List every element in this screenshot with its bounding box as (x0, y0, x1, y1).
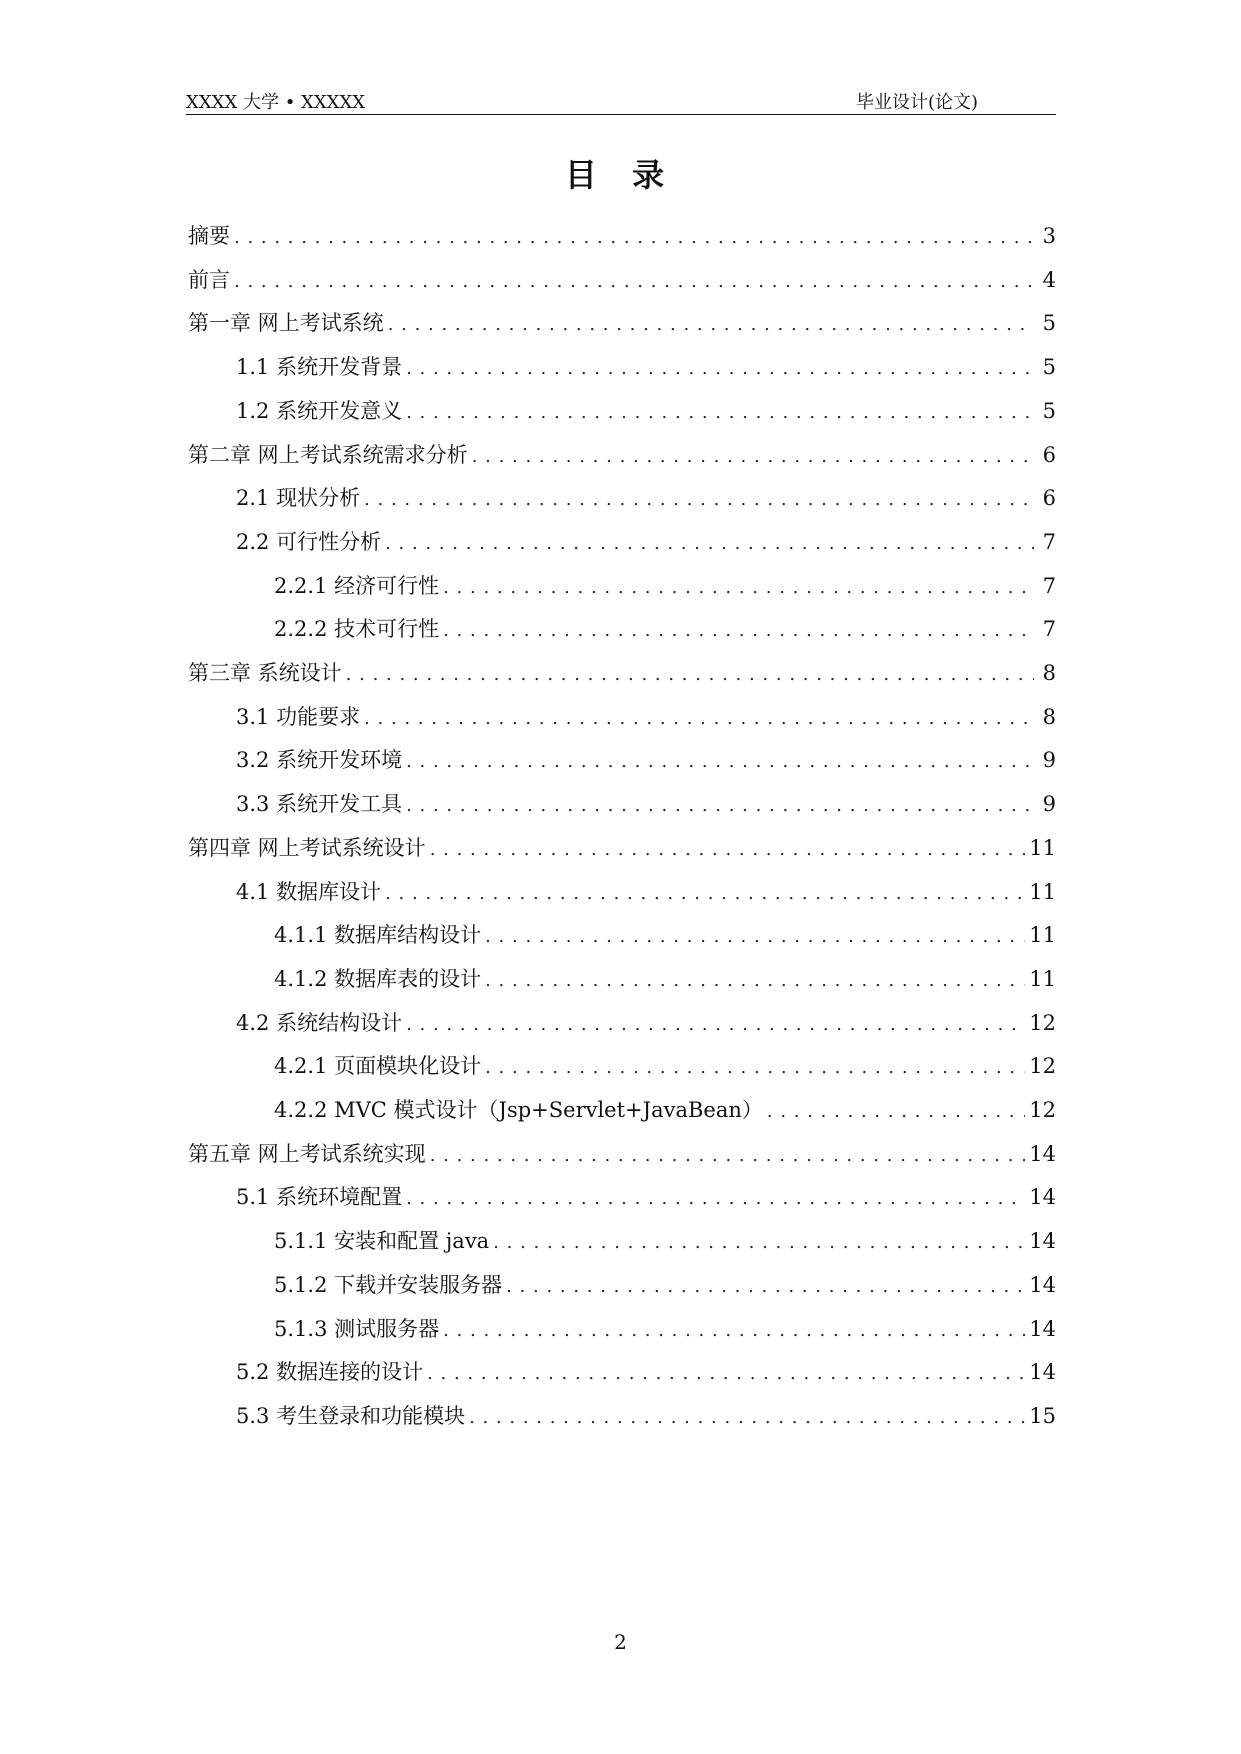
toc-entry-page: 12 (1029, 1098, 1056, 1122)
toc-entry-page: 5 (1042, 398, 1056, 423)
toc-entry[interactable] (236, 1356, 1056, 1386)
toc-dot-leader (406, 1188, 1025, 1209)
toc-entry-page: 14 (1029, 1316, 1056, 1341)
toc-entry-page: 12 (1029, 1054, 1056, 1079)
toc-entry-page: 14 (1029, 1360, 1056, 1385)
toc-dot-leader (406, 795, 1034, 816)
toc-entry-page: 11 (1029, 835, 1056, 860)
toc-entry[interactable] (274, 613, 1056, 643)
toc-entry[interactable] (274, 1050, 1056, 1080)
toc-entry-page: 14 (1029, 1272, 1056, 1297)
toc-entry-page: 6 (1042, 486, 1056, 511)
toc-entry-label: 5.2 数据连接的设计 (236, 1360, 424, 1385)
toc-entry-label: 5.1.3 测试服务器 (274, 1316, 440, 1341)
toc-entry-page: 4 (1042, 267, 1056, 292)
toc-dot-leader (443, 577, 1034, 598)
toc-entry-label: 3.1 功能要求 (236, 704, 361, 729)
toc-dot-leader (234, 227, 1034, 248)
toc-dot-leader (485, 970, 1025, 991)
toc-dot-leader (485, 1057, 1025, 1078)
toc-dot-leader (406, 402, 1034, 423)
toc-entry[interactable] (188, 220, 1056, 250)
toc-dot-leader (388, 314, 1034, 335)
toc-entry[interactable] (274, 1225, 1056, 1255)
toc-entry[interactable] (236, 1400, 1056, 1430)
toc-entry[interactable] (188, 1138, 1056, 1168)
toc-entry-page: 11 (1029, 966, 1056, 991)
toc-entry-label: 4.1 数据库设计 (236, 879, 382, 904)
toc-entry-label: 4.2 系统结构设计 (236, 1010, 403, 1035)
toc-entry[interactable] (188, 657, 1056, 687)
toc-entry[interactable] (236, 395, 1056, 425)
toc-entry[interactable] (188, 832, 1056, 862)
toc-entry-label: 1.2 系统开发意义 (236, 398, 403, 423)
toc-entry-page: 12 (1029, 1010, 1056, 1035)
toc-entry-page: 8 (1042, 704, 1056, 729)
toc-entry-page: 5 (1042, 311, 1056, 336)
toc-entry-label: 3.3 系统开发工具 (236, 792, 403, 817)
header-right-text: 毕业设计(论文) (855, 92, 978, 113)
toc-entry-page: 9 (1042, 748, 1056, 773)
toc-entry-label: 第五章 网上考试系统实现 (188, 1141, 426, 1166)
toc-dot-leader (767, 1101, 1025, 1122)
toc-entry[interactable] (274, 570, 1056, 600)
toc-entry-label: 前言 (188, 267, 230, 292)
toc-entry[interactable] (274, 919, 1056, 949)
toc-dot-leader (443, 1320, 1025, 1341)
header-left-text: XXXX 大学 • XXXXX (186, 92, 366, 113)
toc-entry-page: 5 (1042, 355, 1056, 380)
toc-entry[interactable] (274, 963, 1056, 993)
toc-dot-leader (427, 1363, 1025, 1384)
toc-entry-page: 9 (1042, 792, 1056, 817)
toc-entry-page: 14 (1029, 1229, 1056, 1254)
toc-entry-label: 2.2.2 技术可行性 (274, 617, 440, 642)
toc-entry-label: 2.2.1 经济可行性 (274, 573, 440, 598)
toc-entry-page: 14 (1029, 1185, 1056, 1210)
toc-dot-leader (406, 358, 1034, 379)
toc-entry[interactable] (236, 876, 1056, 906)
toc-dot-leader (385, 883, 1025, 904)
toc-dot-leader (234, 271, 1034, 292)
toc-entry-label: 4.1.1 数据库结构设计 (274, 923, 482, 948)
toc-entry[interactable] (236, 788, 1056, 818)
header-rule (186, 114, 1056, 115)
toc-entry-label: 5.1.1 安装和配置 java (274, 1229, 490, 1254)
toc-entry[interactable] (236, 1007, 1056, 1037)
toc-entry[interactable] (274, 1269, 1056, 1299)
toc-entry-page: 3 (1042, 224, 1056, 248)
toc-dot-leader (485, 926, 1025, 947)
toc-dot-leader (493, 1232, 1025, 1253)
toc-dot-leader (364, 489, 1034, 510)
toc-dot-leader (406, 751, 1034, 772)
toc-entry-label: 4.2.2 MVC 模式设计（Jsp+Servlet+JavaBean） (274, 1098, 763, 1122)
toc-entry[interactable] (236, 351, 1056, 381)
toc-entry[interactable] (236, 482, 1056, 512)
toc-entry-page: 11 (1029, 923, 1056, 948)
toc-entry[interactable] (274, 1094, 1056, 1124)
toc-entry-label: 5.1.2 下载并安装服务器 (274, 1272, 503, 1297)
toc-entry-label: 5.3 考生登录和功能模块 (236, 1403, 466, 1428)
toc-entry-page: 6 (1042, 442, 1056, 467)
page-number: 2 (614, 1630, 627, 1654)
toc-entry-label: 4.2.1 页面模块化设计 (274, 1054, 482, 1079)
toc-entry-page: 11 (1029, 879, 1056, 904)
toc-dot-leader (385, 533, 1034, 554)
toc-dot-leader (364, 708, 1034, 729)
toc-entry[interactable] (188, 307, 1056, 337)
toc-entry-label: 4.1.2 数据库表的设计 (274, 966, 482, 991)
toc-entry[interactable] (236, 526, 1056, 556)
toc-dot-leader (443, 620, 1034, 641)
page-title: 目 录 (564, 156, 677, 194)
toc-entry-page: 15 (1029, 1403, 1056, 1428)
toc-entry[interactable] (236, 744, 1056, 774)
toc-dot-leader (472, 446, 1034, 467)
toc-entry-label: 1.1 系统开发背景 (236, 355, 403, 380)
toc-dot-leader (346, 664, 1034, 685)
toc-entry-page: 7 (1042, 529, 1056, 554)
toc-entry-page: 7 (1042, 573, 1056, 598)
toc-entry-page: 7 (1042, 617, 1056, 642)
toc-dot-leader (430, 839, 1026, 860)
toc-entry-label: 第四章 网上考试系统设计 (188, 835, 426, 860)
toc-entry[interactable] (236, 1181, 1056, 1211)
toc-entry-label: 第三章 系统设计 (188, 661, 342, 685)
toc-entry-label: 第二章 网上考试系统需求分析 (188, 442, 468, 467)
toc-dot-leader (469, 1407, 1025, 1428)
toc-entry-page: 14 (1029, 1141, 1056, 1166)
toc-entry-label: 2.2 可行性分析 (236, 529, 382, 554)
toc-entry[interactable] (274, 1313, 1056, 1343)
toc-dot-leader (406, 1014, 1025, 1035)
toc-entry-label: 2.1 现状分析 (236, 486, 361, 511)
page-header (186, 86, 1056, 114)
toc-entry[interactable] (188, 439, 1056, 469)
toc-dot-leader (506, 1276, 1025, 1297)
toc-entry[interactable] (188, 264, 1056, 294)
toc-entry-label: 5.1 系统环境配置 (236, 1185, 403, 1210)
toc-entry-label: 摘要 (188, 224, 230, 248)
toc-entry-label: 3.2 系统开发环境 (236, 748, 403, 773)
toc-entry-label: 第一章 网上考试系统 (188, 311, 384, 336)
toc-entry-page: 8 (1042, 661, 1056, 685)
toc-dot-leader (430, 1145, 1026, 1166)
toc-entry[interactable] (236, 701, 1056, 731)
